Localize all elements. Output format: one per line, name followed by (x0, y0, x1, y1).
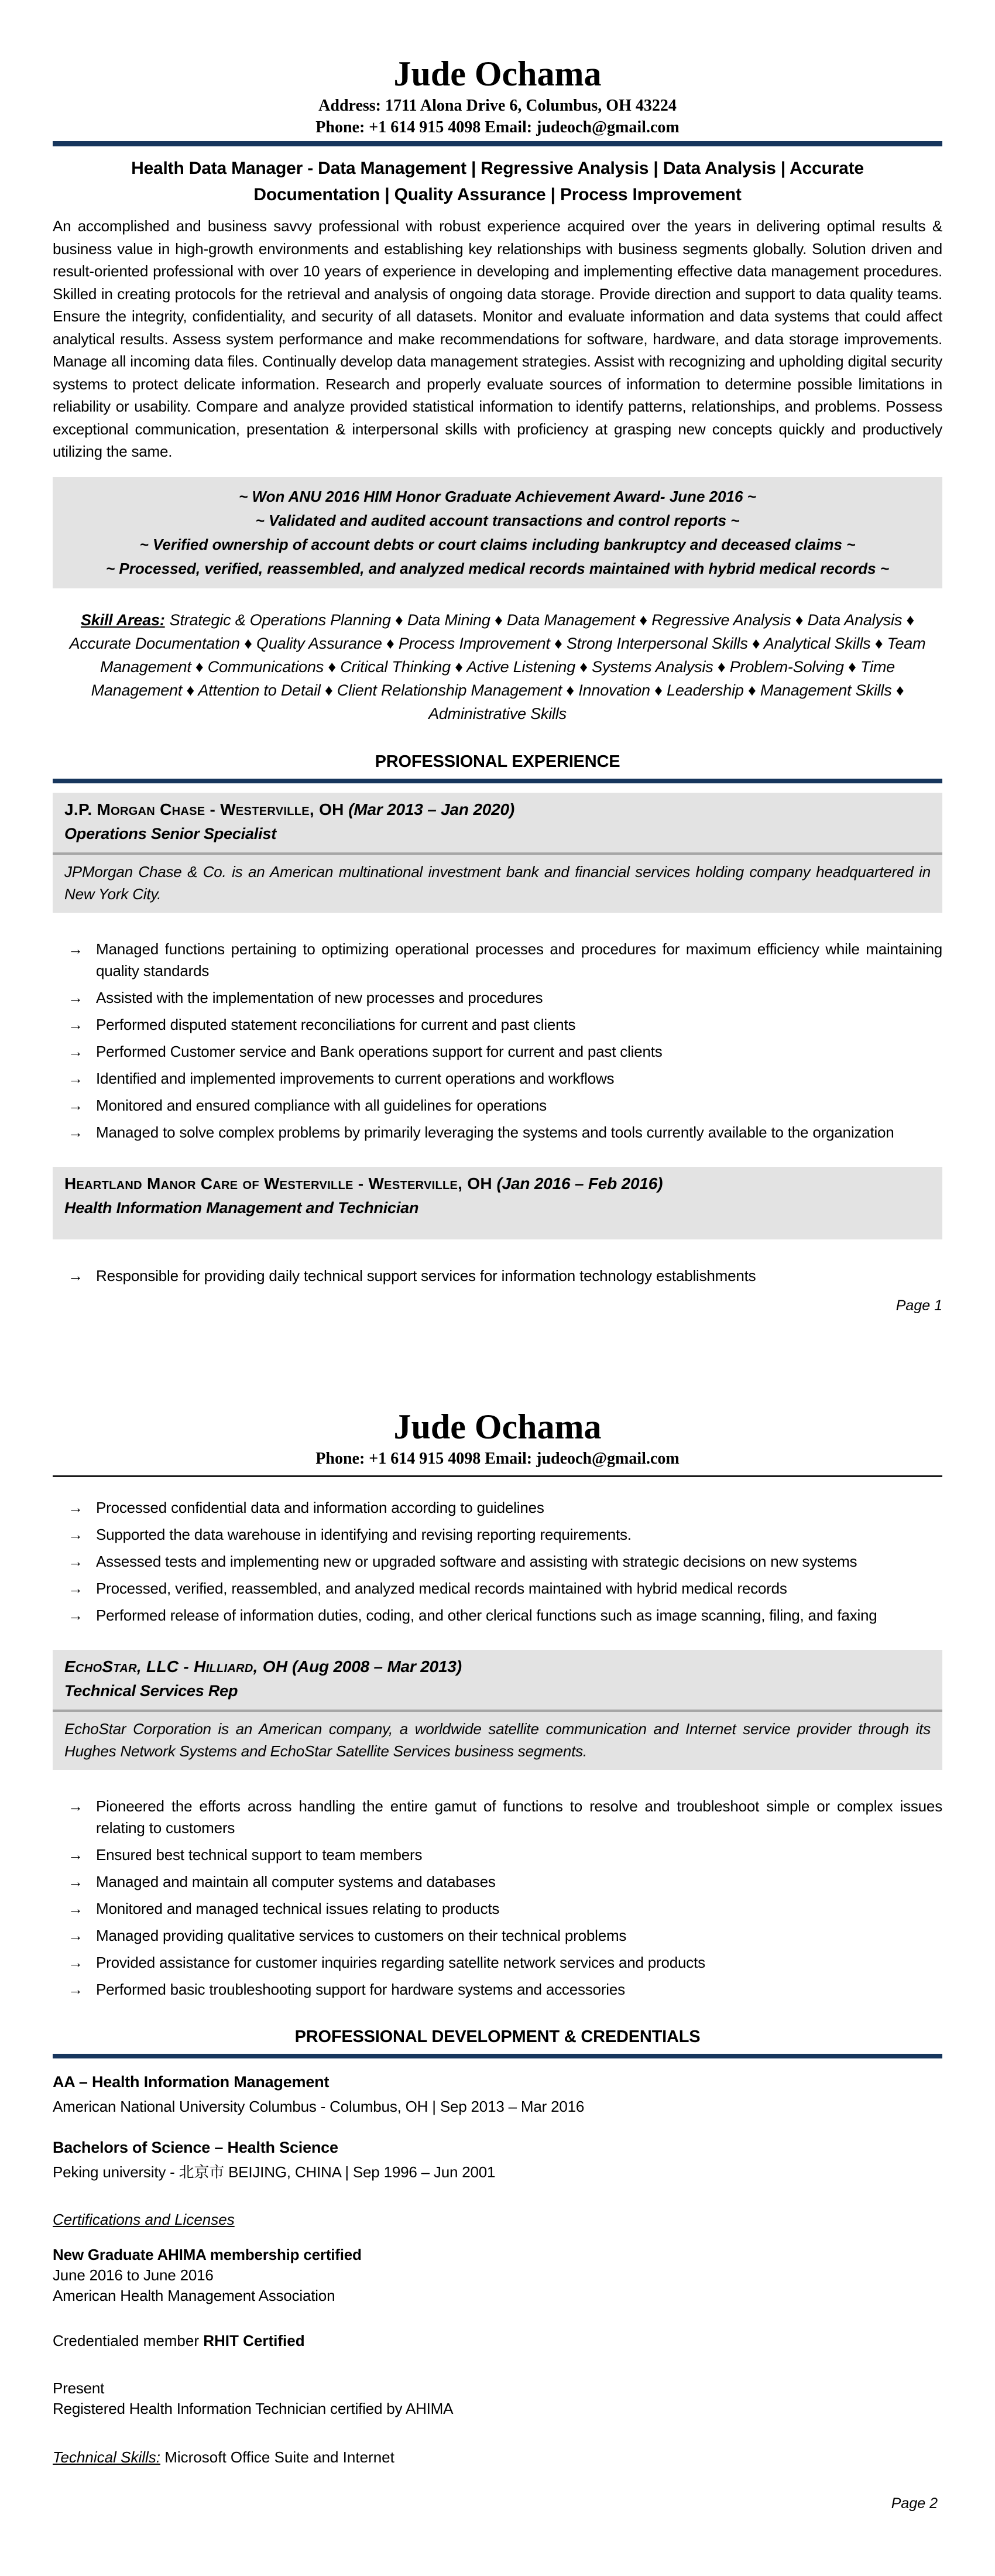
list-item (53, 1041, 942, 1063)
job-title: Technical Services Rep (64, 1681, 238, 1700)
list-item (53, 1014, 942, 1036)
certification-org: American Health Management Association (53, 2286, 335, 2304)
technical-skills-value: Microsoft Office Suite and Internet (160, 2448, 394, 2466)
arrow-bullet-icon: → (68, 1845, 83, 1864)
page-1-label: Page 1 (896, 1297, 942, 1314)
continuation-bullet-list (53, 1497, 942, 1626)
job-company-description: JPMorgan Chase & Co. is an American multinational investment bank and financial services holding company headquartered in New York City. (64, 862, 931, 903)
job-company: EchoStar, LLC - Hilliard, OH (64, 1657, 288, 1676)
bullet-text: Processed confidential data and information according to guidelines (96, 1498, 544, 1516)
job-company-line (64, 1654, 931, 1679)
list-item (53, 1524, 942, 1546)
arrow-bullet-icon: → (68, 1872, 83, 1890)
contact-line: Phone: +1 614 915 4098 Email: judeoch@gmail.com (315, 118, 680, 136)
job-dates: (Mar 2013 – Jan 2020) (348, 800, 515, 818)
arrow-bullet-icon: → (68, 1606, 83, 1624)
arrow-bullet-icon: → (68, 988, 83, 1006)
list-item (53, 1551, 942, 1573)
list-item (53, 1095, 942, 1116)
job-card-heartland (53, 1167, 942, 1239)
address-line: Address: 1711 Alona Drive 6, Columbus, OH 43224 (318, 97, 677, 115)
achievement-line: ~ Verified ownership of account debts or court claims including bankruptcy and deceased claims ~ (139, 535, 856, 553)
certification-dates: June 2016 to June 2016 (53, 2266, 214, 2284)
bullet-text: Performed disputed statement reconciliations for current and past clients (96, 1015, 576, 1033)
job-card-echostar (53, 1650, 942, 1770)
achievement-line: ~ Won ANU 2016 HIM Honor Graduate Achievement Award- June 2016 ~ (239, 487, 756, 505)
arrow-bullet-icon: → (68, 1123, 83, 1141)
arrow-bullet-icon: → (68, 1926, 83, 1944)
page-2-label: Page 2 (891, 2495, 938, 2512)
job-company: J.P. Morgan Chase - Westerville, OH (64, 800, 344, 818)
list-item (53, 1265, 942, 1287)
credentials-divider-rule (53, 2054, 942, 2058)
credential-name: RHIT Certified (203, 2331, 305, 2349)
technical-skills-line (53, 2447, 942, 2468)
arrow-bullet-icon: → (68, 1980, 83, 1998)
arrow-bullet-icon: → (68, 1899, 83, 1917)
job-company: Heartland Manor Care of Westerville - Westerville, OH (64, 1174, 492, 1193)
skill-areas-list: Strategic & Operations Planning ♦ Data Mining ♦ Data Management ♦ Regressive Analysis ♦ Data Analysis ♦ Accurate Documentation ♦ Quality Assurance ♦ Process Improvement ♦ Strong Interpersonal Skills ♦ Analytical Skills ♦ Team Management ♦ Communications ♦ Critical Thinking ♦ Active Listening ♦ Systems Analysis ♦ Problem-Solving ♦ Time Management ♦ Attention to Detail ♦ Client Relationship Management ♦ Innovation ♦ Leadership ♦ Management Skills ♦ Administrative Skills (69, 611, 926, 722)
echostar-bullet-list (53, 1796, 942, 2000)
list-item (53, 1952, 942, 1974)
education-degree: Bachelors of Science – Health Science (53, 2138, 338, 2156)
list-item (53, 1871, 942, 1893)
certification-title: New Graduate AHIMA membership certified (53, 2245, 362, 2263)
skill-areas-label: Skill Areas: (80, 611, 165, 629)
job-company-description: EchoStar Corporation is an American company, a worldwide satellite communication and Internet service provider through its Hughes Network Systems and EchoStar Satellite Services business segments. (64, 1719, 931, 1760)
job-card-jpmorgan (53, 793, 942, 913)
job-title: Health Information Management and Technician (64, 1198, 419, 1217)
arrow-bullet-icon: → (68, 1953, 83, 1971)
list-item (53, 1925, 942, 1947)
bullet-text: Assessed tests and implementing new or upgraded software and assisting with strategic decisions on new systems (96, 1552, 857, 1570)
experience-divider-rule (53, 779, 942, 783)
achievement-line: ~ Validated and audited account transactions and control reports ~ (255, 511, 740, 529)
contact-line: Phone: +1 614 915 4098 Email: judeoch@gmail.com (315, 1449, 680, 1468)
list-item (53, 1068, 942, 1090)
bullet-text: Monitored and ensured compliance with all guidelines for operations (96, 1096, 547, 1114)
achievements-box (53, 477, 942, 588)
bullet-text: Managed providing qualitative services to customers on their technical problems (96, 1926, 627, 1944)
bullet-text: Identified and implemented improvements to current operations and workflows (96, 1069, 615, 1087)
header-divider-rule (53, 141, 942, 146)
bullet-text: Performed basic troubleshooting support for hardware systems and accessories (96, 1980, 625, 1998)
technical-skills-label: Technical Skills: (53, 2448, 161, 2466)
job-company-line (64, 1171, 931, 1196)
arrow-bullet-icon: → (68, 1042, 83, 1060)
job-title: Operations Senior Specialist (64, 824, 277, 842)
list-item (53, 987, 942, 1009)
bullet-text: Responsible for providing daily technical support services for information technology establishments (96, 1266, 756, 1284)
professional-summary: An accomplished and business savvy professional with robust experience acquired over the years in delivering optimal results & business value in high-growth environments and establishing key relationships with business segments globally. Solution driven and result-oriented professional with over 10 years of experience in developing and implementing effective data management procedures. Skilled in creating protocols for the retrieval and analysis of ongoing data storage. Provide direction and support to data quality teams. Ensure the integrity, confidentiality, and security of all datasets. Monitor and evaluate information and data systems that could affect analytical results. Assess system performance and make recommendations for software, hardware, and data storage improvements. Manage all incoming data files. Continually develop data management strategies. Assist with recognizing and upholding digital security systems to protect delicate information. Research and properly evaluate sources of information to determine possible limitations in reliability or usability. Compare and analyze provided statistical information to identify patterns, relationships, and problems. Possess exceptional communication, presentation & interpersonal skills with proficiency at grasping new concepts quickly and productively utilizing the same. (53, 217, 942, 460)
arrow-bullet-icon: → (68, 1525, 83, 1543)
jpmorgan-bullet-list (53, 938, 942, 1143)
achievement-line: ~ Processed, verified, reassembled, and analyzed medical records maintained with hybrid medical records ~ (105, 559, 890, 577)
arrow-bullet-icon: → (68, 1552, 83, 1570)
bullet-text: Ensured best technical support to team members (96, 1845, 423, 1864)
heartland-bullet-list (53, 1265, 942, 1287)
list-item (53, 1796, 942, 1839)
job-company-line (64, 797, 931, 822)
arrow-bullet-icon: → (68, 1096, 83, 1114)
skill-areas (57, 608, 938, 725)
candidate-name: Jude Ochama (393, 54, 602, 93)
list-item (53, 1844, 942, 1866)
credential-line (53, 2331, 942, 2351)
bullet-text: Processed, verified, reassembled, and analyzed medical records maintained with hybrid medical records (96, 1579, 787, 1597)
bullet-text: Assisted with the implementation of new processes and procedures (96, 988, 543, 1006)
page2-header-rule (53, 1475, 942, 1477)
list-item (53, 1605, 942, 1626)
arrow-bullet-icon: → (68, 1015, 83, 1033)
education-school: Peking university - 北京市 BEIJING, CHINA | Sep 1996 – Jun 2001 (53, 2163, 496, 2181)
bullet-text: Managed to solve complex problems by primarily leveraging the systems and tools currently available to the organization (96, 1123, 894, 1141)
job-header (53, 1650, 942, 1712)
list-item (53, 1122, 942, 1143)
job-dates: (Aug 2008 – Mar 2013) (291, 1657, 462, 1676)
candidate-name: Jude Ochama (393, 1407, 602, 1446)
bullet-text: Performed Customer service and Bank operations support for current and past clients (96, 1042, 663, 1060)
arrow-bullet-icon: → (68, 1266, 83, 1284)
arrow-bullet-icon: → (68, 1579, 83, 1597)
job-dates: (Jan 2016 – Feb 2016) (496, 1174, 663, 1193)
bullet-text: Managed functions pertaining to optimizing operational processes and procedures for maximum efficiency while maintaining quality standards (96, 940, 942, 979)
education-degree: AA – Health Information Management (53, 2073, 330, 2091)
headline-title: Health Data Manager - Data Management | Regressive Analysis | Data Analysis | Accurate Documentation | Quality Assurance | Process Improvement (131, 159, 864, 204)
bullet-text: Provided assistance for customer inquiries regarding satellite network services and products (96, 1953, 705, 1971)
credential-status-block (53, 2378, 942, 2419)
list-item (53, 938, 942, 982)
credential-status: Present (53, 2379, 105, 2397)
list-item (53, 1898, 942, 1920)
arrow-bullet-icon: → (68, 1498, 83, 1516)
bullet-text: Performed release of information duties, coding, and other clerical functions such as image scanning, filing, and faxing (96, 1606, 877, 1624)
resume-page-2 (0, 1314, 995, 2468)
section-heading-experience: PROFESSIONAL EXPERIENCE (375, 752, 620, 771)
bullet-text: Monitored and managed technical issues relating to products (96, 1899, 500, 1917)
credential-description: Registered Health Information Technician certified by AHIMA (53, 2399, 454, 2417)
education-school: American National University Columbus - Columbus, OH | Sep 2013 – Mar 2016 (53, 2097, 585, 2115)
list-item (53, 1578, 942, 1599)
bullet-text: Managed and maintain all computer systems and databases (96, 1872, 496, 1890)
arrow-bullet-icon: → (68, 940, 83, 958)
section-heading-credentials: PROFESSIONAL DEVELOPMENT & CREDENTIALS (294, 2027, 701, 2046)
job-header (53, 1167, 942, 1239)
list-item (53, 1979, 942, 2000)
job-header (53, 793, 942, 855)
arrow-bullet-icon: → (68, 1069, 83, 1087)
list-item (53, 1497, 942, 1519)
bullet-text: Supported the data warehouse in identifying and revising reporting requirements. (96, 1525, 632, 1543)
certifications-section-label: Certifications and Licenses (53, 2210, 235, 2228)
arrow-bullet-icon: → (68, 1797, 83, 1815)
bullet-text: Pioneered the efforts across handling the entire gamut of functions to resolve and troubleshoot simple or complex issues relating to customers (96, 1797, 942, 1837)
credential-prefix: Credentialed member (53, 2331, 204, 2349)
